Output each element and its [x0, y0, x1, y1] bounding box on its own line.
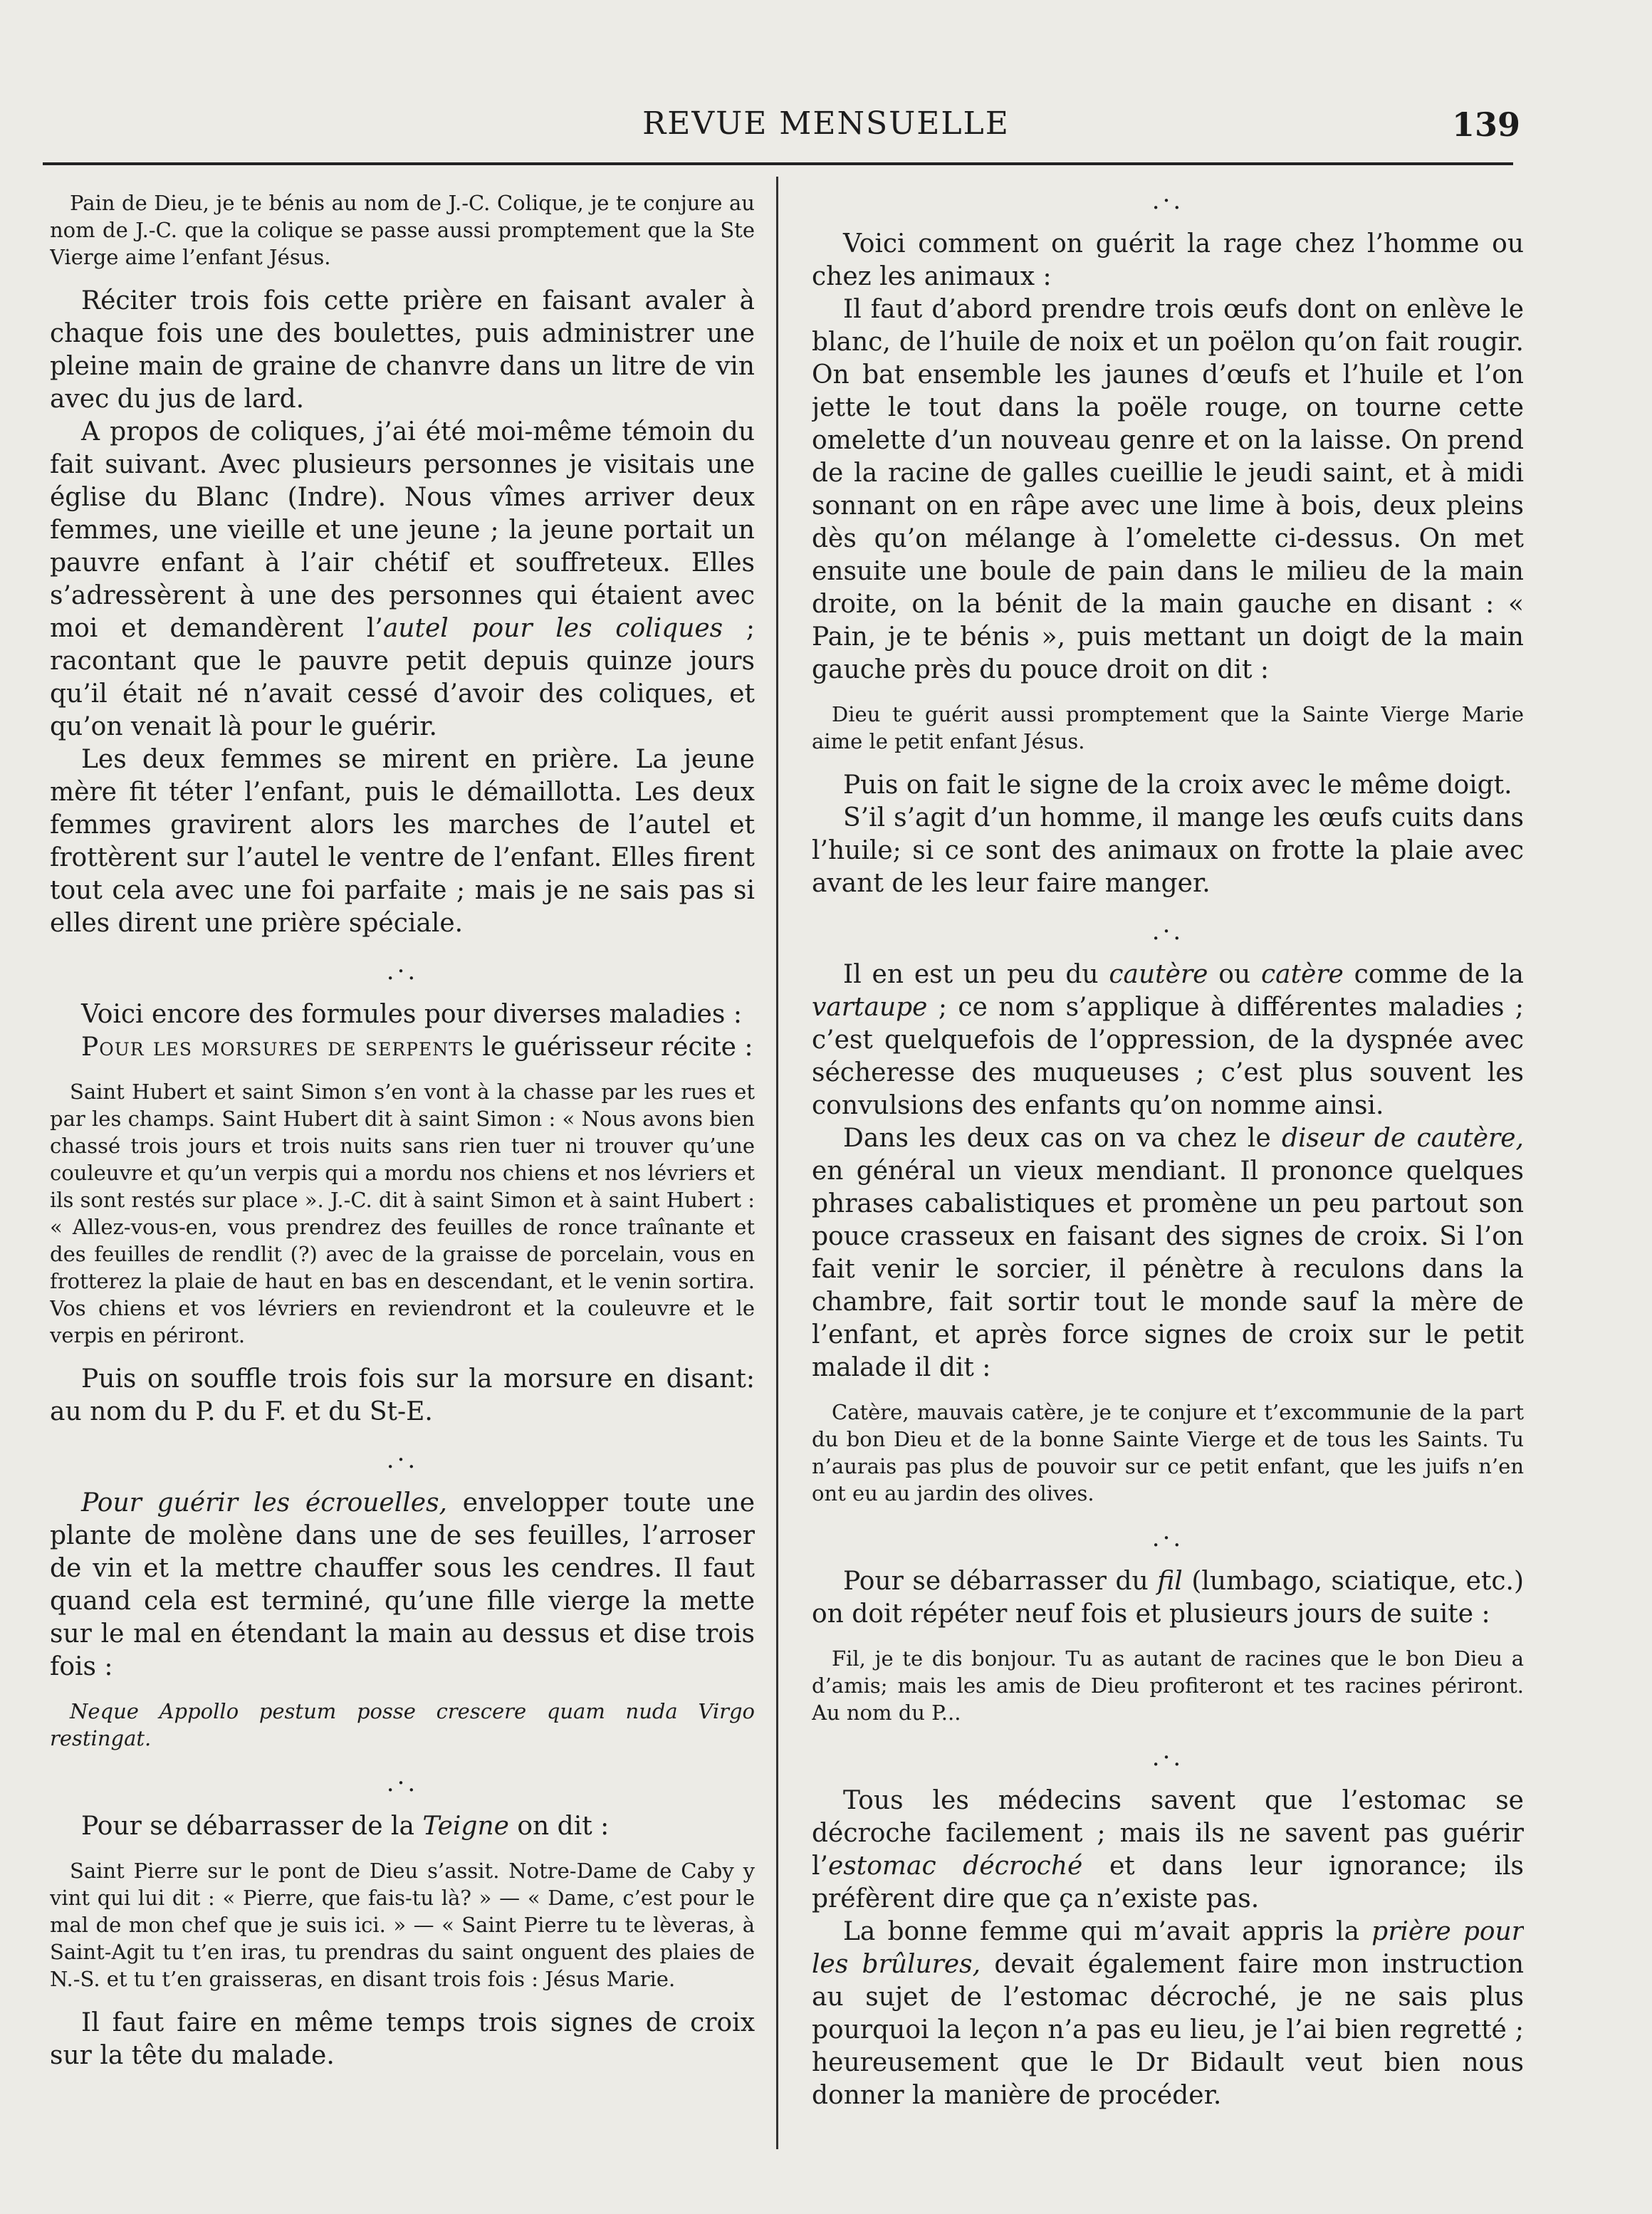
section-separator: .·. — [1151, 187, 1184, 215]
fil-prayer: Fil, je te dis bonjour. Tu as autant de racines que le bon Dieu a d’amis; mais les amis de Dieu profiteront et tes racines périront. Au nom du P... — [812, 1646, 1524, 1725]
paragraph: Voici comment on guérit la rage chez l’homme ou chez les animaux : — [812, 229, 1524, 291]
paragraph: Il faut d’abord prendre trois œufs dont on enlève le blanc, de l’huile de noix et un poëlon qu’on fait rougir. On bat ensemble les jaunes d’œufs et l’huile et l’on jette le tout dans la poële rouge, on tourne cette omelette d’un nouveau genre et on la laisse. On prend de la racine de galles cueillie le jeudi saint, et à midi sonnant on en râpe avec une lime à bois, deux pleins dès qu’on mélange à l’omelette ci-dessus. On met ensuite une boule de pain dans le milieu de la main droite, on la bénit de la main gauche en disant : « Pain, je te bénis », puis mettant un doigt de la main gauche près du pouce droit on dit : — [812, 295, 1524, 684]
section-separator: .·. — [386, 1769, 419, 1797]
section-separator: .·. — [386, 957, 419, 986]
header-rule — [43, 162, 1513, 165]
paragraph: S’il s’agit d’un homme, il mange les œufs cuits dans l’huile; si ce sont des animaux on frotte la plaie avec avant de les leur faire manger. — [812, 803, 1524, 898]
paragraph: A propos de coliques, j’ai été moi-même témoin du fait suivant. Avec plusieurs personnes je visitais une église du Blanc (Indre). Nous vîmes arriver deux femmes, une vieille et une jeune ; la jeune portait un pauvre enfant à l’air chétif et souffreteux. Elles s’adressèrent à une des personnes qui étaient avec moi et demandèrent l’autel pour les coliques ; racontant que le pauvre petit depuis quinze jours qu’il était né n’avait cessé d’avoir des coliques, et qu’on venait là pour le guérir. — [50, 417, 755, 741]
left-column — [50, 184, 755, 2072]
paragraph: Les deux femmes se mirent en prière. La jeune mère fit téter l’enfant, puis le démaillotta. Les deux femmes gravirent alors les marches de l’autel et frottèrent sur l’autel le ventre de l’enfant. Elles firent tout cela avec une foi parfaite ; mais je ne sais pas si elles dirent une prière spéciale. — [50, 745, 755, 938]
section-separator: .·. — [1151, 917, 1184, 946]
paragraph: Dans les deux cas on va chez le diseur de cautère, en général un vieux mendiant. Il prononce quelques phrases cabalistiques et promène un peu partout son pouce crasseux en faisant des signes de croix. Si l’on fait venir le sorcier, il pénètre à reculons dans la chambre, fait sortir tout le monde sauf la mère de l’enfant, et après force signes de croix sur le petit malade il dit : — [812, 1124, 1524, 1382]
paragraph: Il faut faire en même temps trois signes de croix sur la tête du malade. — [50, 2008, 755, 2070]
snake-bite-prayer: Saint Hubert et saint Simon s’en vont à la chasse par les rues et par les champs. Saint Hubert dit à saint Simon : « Nous avons bien chassé trois jours et trois nuits sans rien tuer ni trouver qu’une couleuvre et qu’un verpis qui a mordu nos chiens et nos lévriers et ils sont restés sur place ». J.-C. dit à saint Simon et à saint Hubert : « Allez-vous-en, vous prendrez des feuilles de ronce traînante et des feuilles de rendlit (?) avec de la graisse de porcelain, vous en frotterez la plaie de haut en bas en descendant, et le venin sortira. Vos chiens et vos lévriers en reviendront et la couleuvre et le verpis en périront. — [50, 1080, 755, 1347]
paragraph: Pour se débarrasser du fil (lumbago, sciatique, etc.) on doit répéter neuf fois et plusieurs jours de suite : — [812, 1567, 1524, 1629]
rage-prayer: Dieu te guérit aussi promptement que la Sainte Vierge Marie aime le petit enfant Jésus. — [812, 702, 1524, 753]
paragraph: Pour guérir les écrouelles, envelopper toute une plante de molène dans une de ses feuilles, l’arroser de vin et la mettre chauffer sous les cendres. Il faut quand cela est terminé, qu’une fille vierge la mette sur le mal en étendant la main au dessus et dise trois fois : — [50, 1488, 755, 1681]
paragraph: Il en est un peu du cautère ou catère comme de la vartaupe ; ce nom s’applique à différentes maladies ; c’est quelquefois de l’oppression, de la dyspnée avec sécheresse des muqueuses ; c’est plus souvent les convulsions des enfants qu’on nomme ainsi. — [812, 960, 1524, 1120]
paragraph: Puis on souffle trois fois sur la morsure en disant: au nom du P. du F. et du St-E. — [50, 1364, 755, 1426]
paragraph: Tous les médecins savent que l’estomac se décroche facilement ; mais ils ne savent pas guérir l’estomac décroché et dans leur ignorance; ils préfèrent dire que ça n’existe pas. — [812, 1786, 1524, 1913]
column-divider — [776, 177, 778, 2149]
latin-formula: Neque Appollo pestum posse crescere quam nuda Virgo restingat. — [50, 1699, 755, 1750]
paragraph: Puis on fait le signe de la croix avec le même doigt. — [843, 771, 1512, 800]
section-separator: .·. — [1151, 1524, 1184, 1552]
paragraph: Pour les morsures de serpents le guérisseur récite : — [81, 1033, 753, 1062]
running-title: REVUE MENSUELLE — [642, 105, 1010, 142]
section-separator: .·. — [386, 1446, 419, 1474]
paragraph: Réciter trois fois cette prière en faisant avaler à chaque fois une des boulettes, puis administrer une pleine main de graine de chanvre dans un litre de vin avec du jus de lard. — [50, 286, 755, 414]
right-column — [812, 184, 1524, 2112]
paragraph: Voici encore des formules pour diverses maladies : — [81, 1000, 742, 1029]
page-number: 139 — [1451, 105, 1520, 144]
paragraph: La bonne femme qui m’avait appris la prière pour les brûlures, devait également faire mon instruction au sujet de l’estomac décroché, je ne sais plus pourquoi la leçon n’a pas eu lieu, je l’ai bien regretté ; heureusement que le Dr Bidault veut bien nous donner la manière de procéder. — [812, 1917, 1524, 2110]
paragraph: Pour se débarrasser de la Teigne on dit : — [81, 1812, 610, 1841]
teigne-prayer: Saint Pierre sur le pont de Dieu s’assit. Notre-Dame de Caby y vint qui lui dit : « Pierre, que fais-tu là? » — « Dame, c’est pour le mal de mon chef que je suis ici. » — « Saint Pierre tu te lèveras, à Saint-Agit tu t’en iras, tu prendras du saint onguent des plaies de N.-S. et tu t’en graisseras, en disant trois fois : Jésus Marie. — [50, 1859, 755, 1991]
running-header — [0, 105, 1652, 155]
catere-prayer: Catère, mauvais catère, je te conjure et t’excommunie de la part du bon Dieu et de la bonne Sainte Vierge et de tous les Saints. Tu n’aurais pas plus de pouvoir sur ce petit enfant, que les juifs n’en ont eu au jardin des olives. — [812, 1400, 1524, 1505]
section-separator: .·. — [1151, 1743, 1184, 1772]
colic-prayer: Pain de Dieu, je te bénis au nom de J.-C. Colique, je te conjure au nom de J.-C. que la colique se passe aussi promptement que la Ste Vierge aime l’enfant Jésus. — [50, 191, 755, 269]
